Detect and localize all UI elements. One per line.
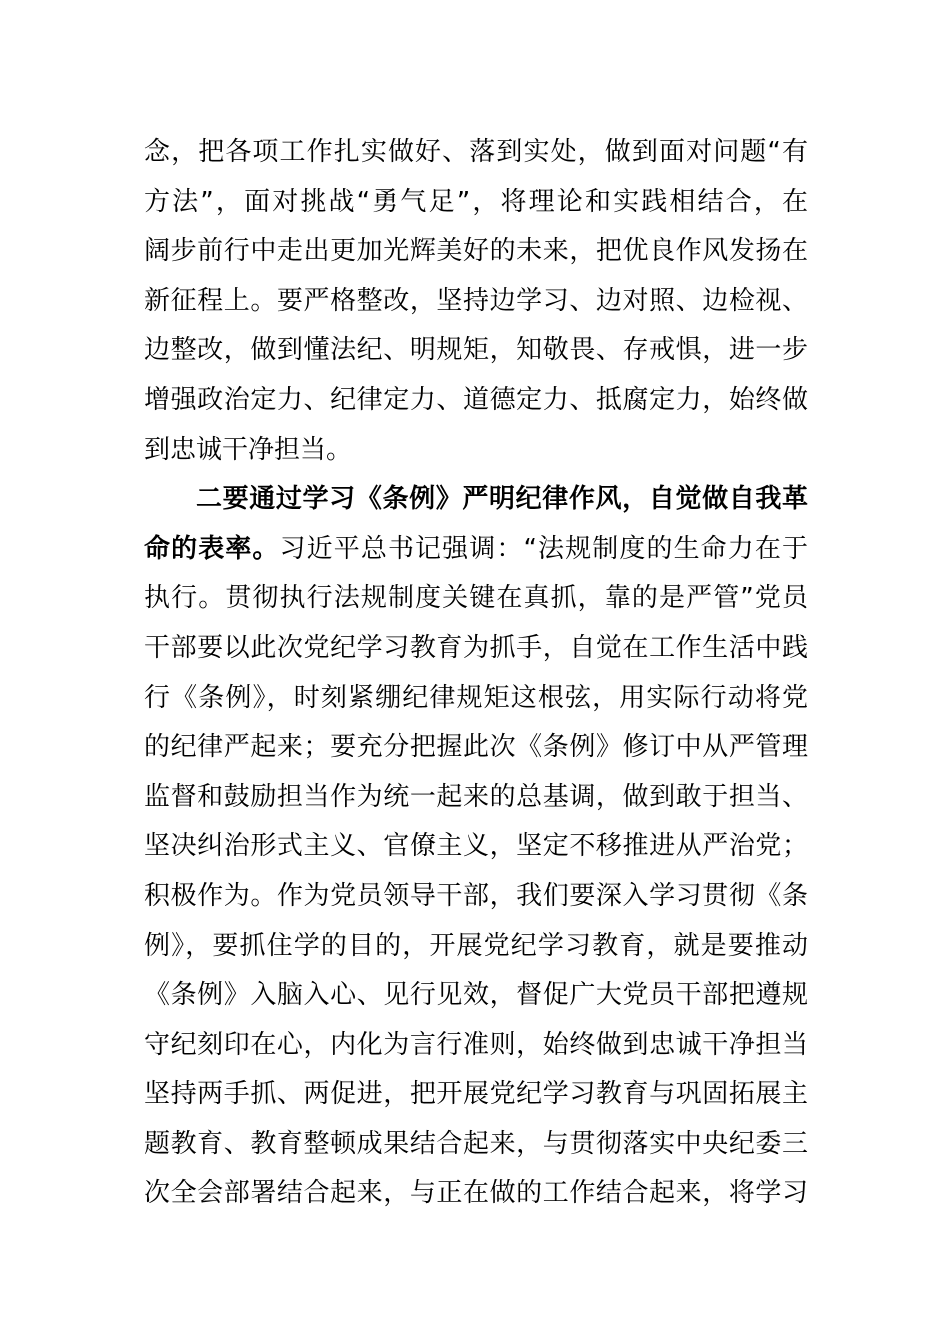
text-line: 增强政治定力、纪律定力、道德定力、抵腐定力，始终做 (144, 384, 808, 415)
paragraph-continued (144, 128, 808, 475)
section-heading: 二要通过学习《条例》严明纪律作风，自觉做自我革 (196, 484, 808, 515)
paragraph-section-two (144, 475, 808, 1219)
text-line: 次全会部署结合起来，与正在做的工作结合起来，将学习 (144, 1178, 808, 1209)
text-line: 守纪刻印在心，内化为言行准则，始终做到忠诚干净担当 (144, 1029, 808, 1060)
document-body (144, 128, 808, 1219)
text-run: 习近平总书记强调：“法规制度的生命力在于 (279, 533, 808, 564)
text-line: 方法”，面对挑战“勇气足”，将理论和实践相结合，在 (144, 186, 808, 217)
text-line: 监督和鼓励担当作为统一起来的总基调，做到敢于担当、 (144, 781, 808, 812)
text-line: 念，把各项工作扎实做好、落到实处，做到面对问题“有 (144, 137, 808, 167)
text-line: 行《条例》，时刻紧绷纪律规矩这根弦，用实际行动将党 (144, 682, 808, 713)
text-line: 坚决纠治形式主义、官僚主义，坚定不移推进从严治党； (144, 831, 808, 862)
text-line: 坚持两手抓、两促进，把开展党纪学习教育与巩固拓展主 (144, 1079, 808, 1110)
text-line: 阔步前行中走出更加光辉美好的未来，把优良作风发扬在 (144, 236, 808, 267)
text-line: 题教育、教育整顿成果结合起来，与贯彻落实中央纪委三 (144, 1128, 808, 1159)
text-line: 执行。贯彻执行法规制度关键在真抓，靠的是严管”党员 (144, 583, 808, 614)
text-line: 《条例》入脑入心、见行见效，督促广大党员干部把遵规 (144, 980, 808, 1011)
text-line: 例》，要抓住学的目的，开展党纪学习教育，就是要推动 (144, 930, 808, 961)
text-line: 到忠诚干净担当。 (144, 434, 353, 465)
section-heading-end: 命的表率。 (144, 533, 280, 564)
text-line: 边整改，做到懂法纪、明规矩，知敬畏、存戒惧，进一步 (144, 335, 808, 366)
text-line: 的纪律严起来；要充分把握此次《条例》修订中从严管理 (144, 732, 808, 763)
text-line: 积极作为。作为党员领导干部，我们要深入学习贯彻《条 (144, 880, 808, 911)
text-line: 干部要以此次党纪学习教育为抓手，自觉在工作生活中践 (144, 632, 808, 663)
text-line: 新征程上。要严格整改，坚持边学习、边对照、边检视、 (144, 285, 808, 316)
text-line (144, 525, 808, 575)
